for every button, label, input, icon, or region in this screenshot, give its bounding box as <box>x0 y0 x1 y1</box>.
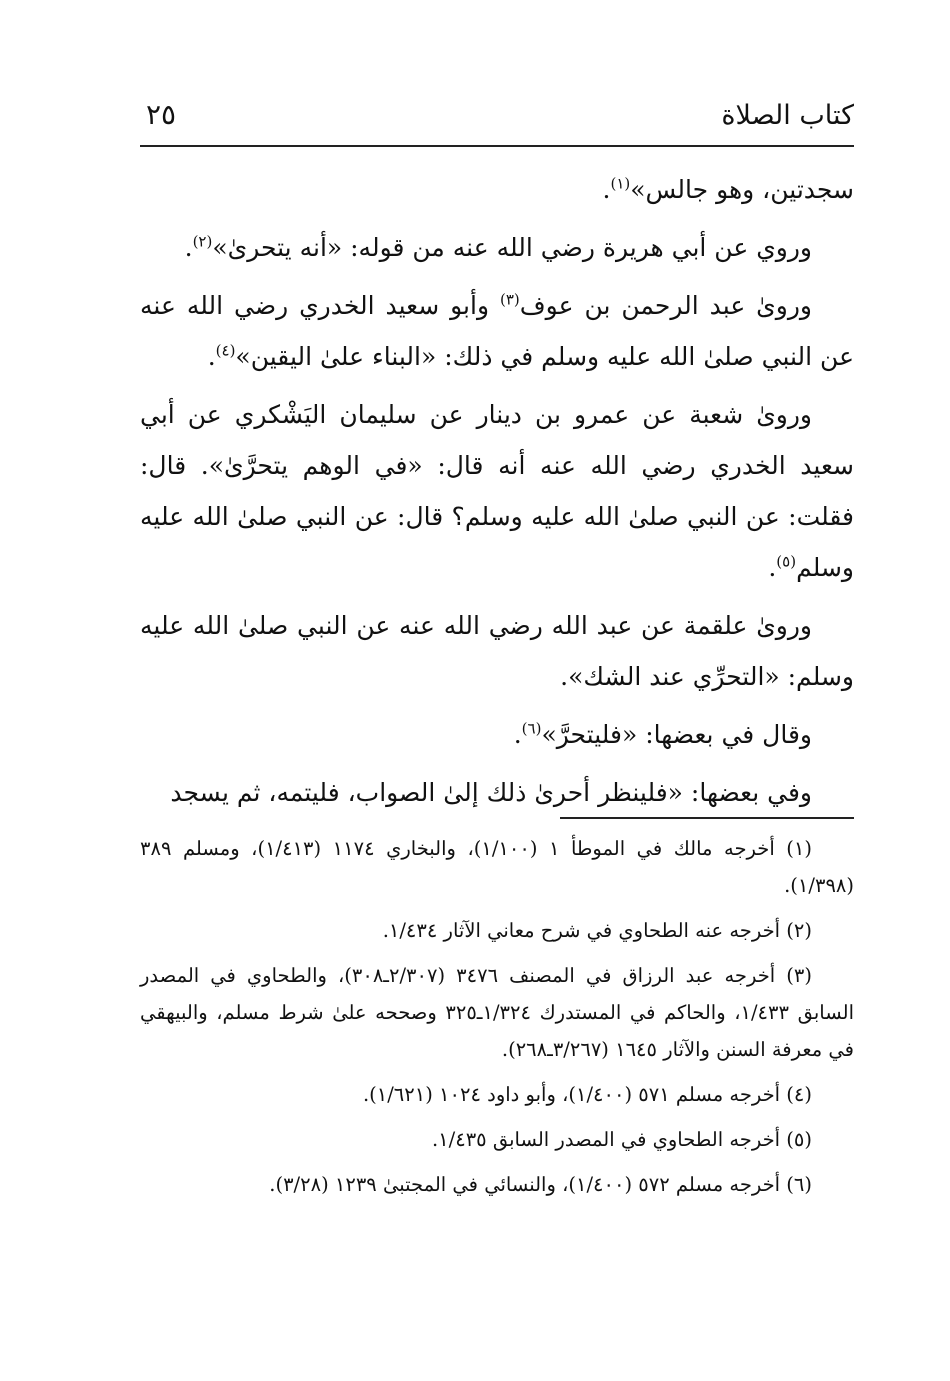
running-title: كتاب الصلاة <box>721 100 854 131</box>
page-number: ٢٥ <box>146 98 177 131</box>
footnote-ref-4: (٤) <box>215 341 236 360</box>
footnote-ref-6: (٦) <box>521 719 542 738</box>
paragraph-1: سجدتين، وهو جالس»$^{(١)}$. <box>602 174 854 204</box>
footnote-1: (١) أخرجه مالك في الموطأ ١ (١/١٠٠)، والبخاري ١١٧٤ (١/٤١٣)، ومسلم ٣٨٩ (١/٣٩٨). <box>140 837 854 897</box>
paragraph-5: ورویٰ علقمة عن عبد الله رضي الله عنه عن النبي صلىٰ الله عليه وسلم: «التحرِّي عند الشك». <box>140 611 854 691</box>
paragraph-2: وروي عن أبي هريرة رضي الله عنه من قوله: «أنه يتحرىٰ»$^{(٢)}$. <box>184 232 812 262</box>
footnote-3: (٣) أخرجه عبد الرزاق في المصنف ٣٤٧٦ (٢/٣٠٧ـ٣٠٨)، والطحاوي في المصدر السابق ١/٤٣٣، والحاكم في المستدرك ١/٣٢٤ـ٣٢٥ وصححه علىٰ شرط مسلم، والبيهقي في معرفة السنن والآثار ١٦٤٥ (٣/٢٦٧ـ٢٦٨). <box>140 964 854 1061</box>
footnote-ref-1: (١) <box>610 174 631 193</box>
paragraph-6: وقال في بعضها: «فليتحرَّ»$^{(٦)}$. <box>513 719 812 749</box>
footnote-4: (٤) أخرجه مسلم ٥٧١ (١/٤٠٠)، وأبو داود ١٠٢٤ (١/٦٢١). <box>362 1083 812 1106</box>
main-text <box>140 164 854 825</box>
footnote-2: (٢) أخرجه عنه الطحاوي في شرح معاني الآثار ١/٤٣٤. <box>382 919 812 942</box>
footnote-ref-2: (٢) <box>192 232 213 251</box>
paragraph-4: ورویٰ شعبة عن عمرو بن دينار عن سليمان اليَشْكري عن أبي سعيد الخدري رضي الله عنه أنه قال: «في الوهم يتحرَّىٰ». قال: فقلت: عن النبي صلىٰ الله عليه وسلم؟ قال: عن النبي صلىٰ الله عليه وسلم$^{(٥)}$. <box>140 400 854 582</box>
footnotes <box>140 830 854 1211</box>
footnote-separator <box>560 817 854 819</box>
footnote-6: (٦) أخرجه مسلم ٥٧٢ (١/٤٠٠)، والنسائي في المجتبىٰ ١٢٣٩ (٣/٢٨). <box>269 1173 812 1196</box>
footnote-ref-5: (٥) <box>776 552 797 571</box>
page-header <box>140 96 854 144</box>
footnote-5: (٥) أخرجه الطحاوي في المصدر السابق ١/٤٣٥. <box>431 1128 812 1151</box>
paragraph-7: وفي بعضها: «فلينظر أحرىٰ ذلك إلىٰ الصواب، فليتمه، ثم يسجد <box>170 778 812 807</box>
header-rule <box>140 145 854 147</box>
paragraph-3: ورویٰ عبد الرحمن بن عوف$^{(٣)}$ وأبو سعيد الخدري رضي الله عنه عن النبي صلىٰ الله عليه وسلم في ذلك: «البناء علىٰ اليقين»$^{(٤)}$. <box>140 290 854 371</box>
footnote-ref-3: (٣) <box>499 290 520 309</box>
